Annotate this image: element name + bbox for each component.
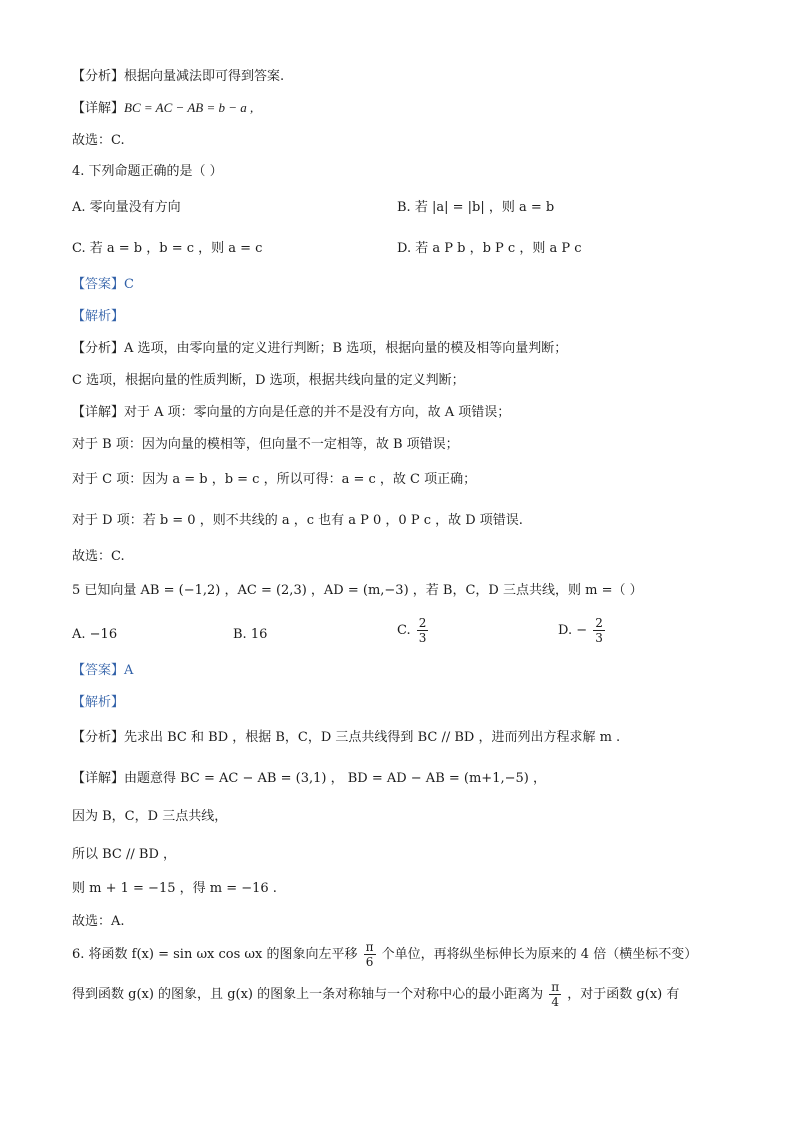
q5-detail-3: 所以 BC // BD ， — [72, 847, 177, 862]
q5-detail-4: 则 m + 1 = −15 ，得 m = −16 . — [72, 881, 277, 896]
q6-line-1-a: 6. 将函数 f(x) = sin ωx cos ωx 的图象向左平移 — [72, 947, 358, 962]
q4-detail-a: 【详解】对于 A 项：零向量的方向是任意的并不是没有方向，故 A 项错误； — [72, 405, 511, 420]
q6-line-2-a: 得到函数 g(x) 的图象，且 g(x) 的图象上一条对称轴与一个对称中心的最小距离为 — [72, 987, 544, 1002]
q4-answer: 【答案】C — [72, 277, 134, 292]
q4-jiexi: 【解析】 — [72, 309, 125, 324]
q5-choice: 故选：A. — [72, 914, 125, 929]
q5-option-d-fraction — [593, 616, 605, 645]
q3-choice: 故选：C. — [72, 133, 125, 148]
q5-option-d — [558, 616, 607, 645]
q4-detail-b: 对于 B 项：因为向量的模相等，但向量不一定相等，故 B 项错误； — [72, 437, 459, 452]
q4-analysis-2: C 选项，根据向量的性质判断，D 选项，根据共线向量的定义判断； — [72, 373, 465, 388]
q5-stem: 5 已知向量 AB = (−1,2) ，AC = (2,3) ，AD = (m,−3) ，若 B，C，D 三点共线，则 m =（ ） — [72, 583, 643, 598]
q5-option-c-fraction — [417, 616, 429, 645]
q6-line-2-den: 4 — [551, 995, 560, 1009]
q5-option-d-den: 3 — [595, 631, 603, 645]
q4-option-d: D. 若 a P b ，b P c ，则 a P c — [397, 241, 582, 256]
q6-line-1-den: 6 — [365, 955, 374, 969]
q4-option-b: B. 若 |a| = |b| ，则 a = b — [397, 200, 555, 215]
q3-detail — [72, 99, 253, 118]
q5-option-c-label: C. — [397, 623, 411, 638]
q5-option-c-den: 3 — [418, 631, 427, 645]
q5-option-d-num: 2 — [595, 616, 603, 630]
q5-answer: 【答案】A — [72, 663, 134, 678]
q4-choice: 故选：C. — [72, 549, 125, 564]
q6-line-1-num: π — [365, 940, 374, 954]
q4-stem: 4. 下列命题正确的是（ ） — [72, 164, 223, 179]
q5-option-d-label: D. − — [558, 623, 588, 638]
q6-line-1-b: 个单位，再将纵坐标伸长为原来的 4 倍（横坐标不变） — [381, 947, 698, 962]
q3-analysis: 【分析】根据向量减法即可得到答案. — [72, 69, 285, 84]
q4-analysis-1: 【分析】A 选项，由零向量的定义进行判断；B 选项，根据向量的模及相等向量判断； — [72, 341, 568, 356]
q6-line-2-num: π — [551, 980, 560, 994]
q4-detail-c: 对于 C 项：因为 a = b ，b = c ，所以可得：a = c ，故 C 项正确； — [72, 472, 477, 487]
q5-option-b: B. 16 — [233, 627, 268, 642]
q5-jiexi: 【解析】 — [72, 695, 125, 710]
q6-line-2-b: ，对于函数 g(x) 有 — [567, 987, 680, 1002]
q6-line-2-fraction — [549, 980, 561, 1009]
q6-line-1 — [72, 940, 697, 969]
q5-analysis: 【分析】先求出 BC 和 BD ，根据 B，C，D 三点共线得到 BC // BD ，进而列出方程求解 m . — [72, 730, 621, 745]
q5-detail-1: 【详解】由题意得 BC = AC − AB = (3,1) ， BD = AD − AB = (m+1,−5) ， — [72, 771, 546, 786]
q4-option-c: C. 若 a = b ，b = c ，则 a = c — [72, 241, 263, 256]
q4-option-a: A. 零向量没有方向 — [72, 200, 181, 215]
q5-option-c-num: 2 — [418, 616, 427, 630]
q5-option-c — [397, 616, 430, 645]
q6-line-2 — [72, 980, 679, 1009]
q3-detail-expr: BC = AC − AB = b − a , — [124, 100, 254, 115]
q3-detail-prefix: 【详解】 — [72, 101, 125, 116]
q4-detail-d: 对于 D 项：若 b = 0 ，则不共线的 a ，c 也有 a P 0 ，0 P c ，故 D 项错误. — [72, 513, 523, 528]
q5-detail-2: 因为 B，C，D 三点共线， — [72, 809, 228, 824]
q6-line-1-fraction — [364, 940, 376, 969]
q5-option-a: A. −16 — [72, 627, 118, 642]
